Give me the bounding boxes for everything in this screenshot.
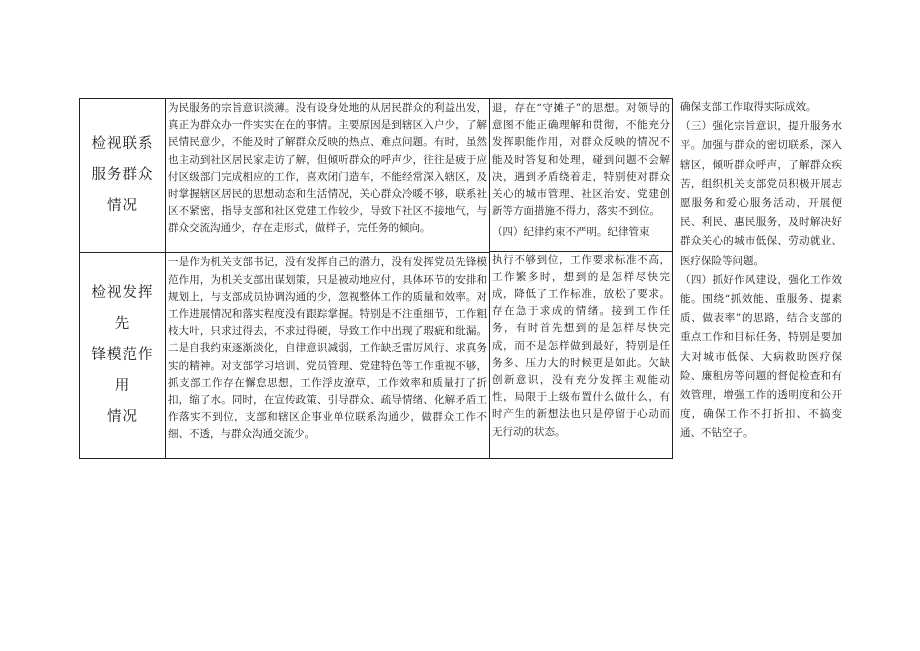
continuation-heading: （四）纪律约束不严明。纪律管束 — [492, 226, 650, 239]
right-text-column — [680, 98, 842, 444]
right-paragraph-1: 确保支部工作取得实际成效。 — [680, 101, 817, 113]
vanguard-paragraph: 一是作为机关支部书记，没有发挥自己的潜力，没有发挥党员先锋模范作用，为机关支部出谋划策，只是被动地应付，具体环节的安排和规划上，与支部成员协调沟通的少，忽视整体工作的质量和效率。对工作进展情况和落实程度没有跟踪掌握。特别是不注重细节，工作粗枝大叶，只求过得去，不求过得硬，导致工作中出现了瑕疵和纰漏。二是自我约束逐渐淡化，自律意识减弱，工作缺乏雷厉风行、求真务实的精神。对支部学习培训、党员管理、党建特色等工作重视不够，抓支部工作存在懈怠思想，工作浮皮潦草，工作效率和质量打了折扣，缩了水。同时，在宣传政策、引导群众、疏导情绪、化解矛盾工作落实不到位，支部和辖区企事业单位联系沟通少，做群众工作不细、不透，与群众沟通交流少。 — [168, 256, 487, 441]
service-paragraph: 为民服务的宗旨意识淡薄。没有设身处地的从居民群众的利益出发，真正为群众办一件实实在在的事情。主要原因是到辖区入户少，了解民情民意少，不能及时了解群众反映的热点、难点问题。有时，虽然也主动到社区居民家走访了解，但倾听群众的呼声少，往往是疲于应付区级部门完成相应的工作，喜欢闭门造车，不能经常深入辖区，及时掌握辖区居民的思想动态和生活情况，关心群众冷暖不够，联系社区不紧密，指导支部和社区党建工作较少，导致下社区不接地气，与群众交流沟通少，存在走形式，做样子，完任务的倾向。 — [168, 102, 487, 235]
table-row — [80, 99, 673, 253]
content-cell — [166, 253, 490, 459]
row-label-service: 检视联系 服务群众 情况 — [91, 136, 154, 215]
continuation-paragraph-1: 退，存在“守摊子”的思想。对领导的意图不能正确理解和贯彻，不能充分发挥职能作用，对群众反映的情况不能及时答复和处理，碰到问题不会解决，遇到矛盾绕着走，特别使对群众关心的城市管理、社区治安、党建创新等方面措施不得力，落实不到位。 — [492, 102, 670, 218]
content-cell — [166, 99, 490, 253]
continuation-paragraph-2: 执行不够到位，工作要求标准不高，工作繁多时，想到的是怎样尽快完成，降低了工作标准，放松了要求。存在急于求成的情绪。接到工作任务，有时首先想到的是怎样尽快完成，而不是怎样做到最好，特别是任务多、压力大的时候更是如此。欠缺创新意识，没有充分发挥主观能动性，局限于上级布置什么做什么，有时产生的新想法也只是停留于心动而无行动的状态。 — [492, 253, 670, 438]
row-label-cell — [80, 99, 166, 253]
right-paragraph-3: （四）抓好作风建设，强化工作效能。围绕“抓效能、重服务、提素质、做表率”的思路，结合支部的重点工作和目标任务，特别是要加大对城市低保、大病救助医疗保险、廉租房等问题的督促检查和有效管理，增强工作的透明度和公开度，确保工作不打折扣、不搞变通、不钻空子。 — [680, 273, 842, 440]
row-label-vanguard: 检视发挥先 锋模范作用 情况 — [91, 285, 154, 426]
right-paragraph-2: （三）强化宗旨意识，提升服务水平。加强与群众的密切联系，深入辖区，倾听群众呼声，了解群众疾苦，组织机关支部党员积极开展志愿服务和爱心服务活动，开展便民、利民、惠民服务，及时解决好群众关心的城市低保、劳动就业、医疗保险等问题。 — [680, 120, 842, 267]
row-label-cell — [80, 253, 166, 459]
continuation-cell — [490, 99, 673, 459]
review-table — [79, 98, 673, 459]
